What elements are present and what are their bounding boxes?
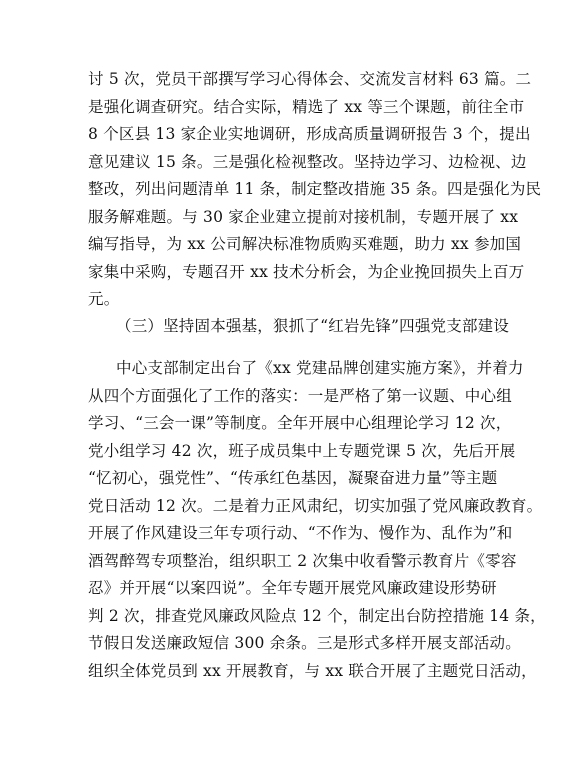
text-line: 服务解难题。与 30 家企业建立提前对接机制，专题开展了 xx <box>88 207 519 226</box>
text-line: 家集中采购，专题召开 xx 技术分析会，为企业挽回损失上百万 <box>88 262 525 281</box>
text-line: 开展了作风建设三年专项行动、“不作为、慢作为、乱作为”和 <box>88 524 513 542</box>
paragraph-2 <box>88 355 546 685</box>
text-line: “忆初心，强党性”、“传承红色基因，凝聚奋进力量”等主题 <box>88 469 498 487</box>
text-line: 判 2 次，排查党风廉政风险点 12 个，制定出台防控措施 14 条， <box>88 606 546 625</box>
text-line: 从四个方面强化了工作的落实：一是严格了第一议题、中心组 <box>88 386 512 405</box>
section-heading <box>88 313 510 341</box>
text-line: 整改，列出问题清单 11 条，制定整改措施 35 条。四是强化为民 <box>88 180 542 198</box>
text-line: 意见建议 15 条。三是强化检视整改。坚持边学习、边检视、边 <box>88 152 527 171</box>
text-line: 中心支部制定出台了《xx 党建品牌创建实施方案》，并着力 <box>116 359 524 377</box>
text-line: 忍》并开展“以案四说”。全年专题开展党风廉政建设形势研 <box>88 579 497 597</box>
text-line: 节假日发送廉政短信 300 余条。三是形式多样开展支部活动。 <box>88 634 521 652</box>
text-line: 是强化调查研究。结合实际，精选了 xx 等三个课题，前往全市 <box>88 97 525 116</box>
paragraph-1 <box>88 66 542 314</box>
text-line: 元。 <box>88 290 120 308</box>
section-heading-text: （三）坚持固本强基，狠抓了“红岩先锋”四强党支部建设 <box>116 317 510 335</box>
text-line: 党小组学习 42 次，班子成员集中上专题党课 5 次，先后开展 <box>88 441 516 460</box>
text-line: 党日活动 12 次。二是着力正风肃纪，切实加强了党风廉政教育。 <box>88 496 543 515</box>
text-line: 酒驾醉驾专项整治，组织职工 2 次集中收看警示教育片《零容 <box>88 551 517 570</box>
text-line: 编写指导，为 xx 公司解决标准物质购买难题，助力 xx 参加国 <box>88 235 522 253</box>
text-line: 学习、“三会一课”等制度。全年开展中心组理论学习 12 次， <box>88 414 512 432</box>
text-line: 8 个区县 13 家企业实地调研，形成高质量调研报告 3 个，提出 <box>88 125 531 143</box>
text-line: 讨 5 次，党员干部撰写学习心得体会、交流发言材料 63 篇。二 <box>88 70 532 88</box>
text-line: 组织全体党员到 xx 开展教育，与 xx 联合开展了主题党日活动， <box>88 661 537 680</box>
